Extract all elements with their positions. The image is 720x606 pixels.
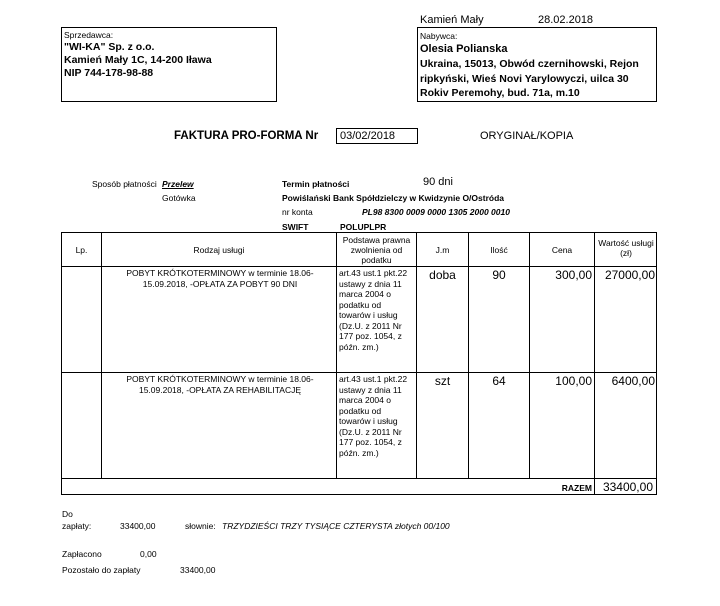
row-1-unit: doba — [429, 268, 456, 282]
header-service: Rodzaj usługi — [193, 245, 245, 255]
total-divider — [61, 478, 657, 479]
row-1-qty: 90 — [492, 268, 506, 282]
row-2-unit: szt — [434, 374, 451, 388]
row-2-qty: 64 — [492, 374, 506, 388]
issue-place: Kamień Mały — [420, 14, 484, 26]
buyer-box — [417, 27, 657, 102]
header-divider — [61, 266, 657, 267]
remaining-label: Pozostało do zapłaty — [62, 565, 141, 575]
row-2-value: 6400,00 — [611, 374, 655, 388]
paid-label: Zapłacono — [62, 549, 102, 559]
header-qty: Ilość — [490, 245, 508, 255]
total-label: RAZEM — [561, 483, 592, 493]
payment-term: 90 dni — [423, 176, 453, 188]
seller-label: Sprzedawca: — [64, 30, 114, 40]
due-amount: 33400,00 — [120, 521, 156, 531]
seller-name: "WI-KA" Sp. z o.o. — [64, 41, 155, 53]
row-2-service: POBYT KRÓTKOTERMINOWY w terminie 18.06-15.09.2018, -OPŁATA ZA REHABILITACJĘ — [126, 374, 314, 395]
due-label-2: zapłaty: — [62, 521, 92, 531]
account-label: nr konta — [282, 207, 313, 217]
buyer-address-2: ripkyński, Wieś Novi Yarylowyczi, uilca 30 — [420, 72, 629, 85]
header-basis: Podstawa prawna zwolnienia od podatku — [342, 235, 411, 265]
seller-address: Kamień Mały 1C, 14-200 Iława — [64, 54, 212, 66]
row-1-service: POBYT KRÓTKOTERMINOWY w terminie 18.06-15.09.2018, -OPŁATA ZA POBYT 90 DNI — [126, 268, 314, 289]
copy-label: ORYGINAŁ/KOPIA — [480, 130, 574, 142]
swift-label: SWIFT — [282, 222, 309, 232]
buyer-address-3: Rokiv Peremohy, bud. 71a, m.10 — [420, 87, 580, 99]
row-1-value: 27000,00 — [604, 268, 655, 282]
buyer-label: Nabywca: — [420, 31, 458, 41]
header-lp: Lp. — [75, 245, 88, 255]
issue-date: 28.02.2018 — [538, 14, 594, 26]
invoice-title: FAKTURA PRO-FORMA Nr — [174, 130, 319, 142]
header-price: Cena — [551, 245, 573, 255]
col-divider — [101, 232, 102, 479]
total-value: 33400,00 — [602, 480, 653, 494]
buyer-address-1: Ukraina, 15013, Obwód czernihowski, Rejon — [420, 58, 639, 70]
row-divider — [61, 372, 657, 373]
bank-name: Powiślański Bank Spółdzielczy w Kwidzynie O/Ostróda — [282, 193, 505, 203]
due-label-1: Do — [62, 509, 73, 519]
buyer-name: Olesia Polianska — [420, 43, 508, 55]
header-unit: J.m — [435, 245, 450, 255]
row-2-basis: art.43 ust.1 pkt.22 ustawy z dnia 11 marca 2004 o podatku od towarów i usług (Dz.U. z 2011 Nr 177 poz. 1054, z późn. zm.) — [339, 374, 408, 458]
seller-box — [61, 27, 277, 102]
account-number: PL98 8300 0009 0000 1305 2000 0010 — [362, 207, 510, 217]
remaining-amount: 33400,00 — [180, 565, 216, 575]
amount-in-words: TRZYDZIEŚCI TRZY TYSIĄCE CZTERYSTA złotych 00/100 — [222, 521, 450, 531]
words-label: słownie: — [185, 521, 216, 531]
row-1-basis: art.43 ust.1 pkt.22 ustawy z dnia 11 marca 2004 o podatku od towarów i usług (Dz.U. z 2011 Nr 177 poz. 1054, z późn. zm.) — [339, 268, 408, 352]
payment-method: Przelew — [162, 179, 194, 189]
payment-method-label: Sposób płatności — [92, 179, 157, 189]
col-divider — [336, 232, 337, 479]
payment-cash: Gotówka — [162, 193, 196, 203]
seller-nip: NIP 744-178-98-88 — [64, 67, 154, 79]
row-1-price: 300,00 — [555, 268, 592, 282]
invoice-number-box — [336, 128, 418, 144]
row-2-price: 100,00 — [555, 374, 592, 388]
header-value: Wartość usługi (zł) — [598, 238, 654, 258]
paid-amount: 0,00 — [140, 549, 157, 559]
payment-term-label: Termin płatności — [282, 179, 350, 189]
invoice-number: 03/02/2018 — [340, 130, 396, 142]
swift-code: POLUPLPR — [340, 222, 387, 232]
